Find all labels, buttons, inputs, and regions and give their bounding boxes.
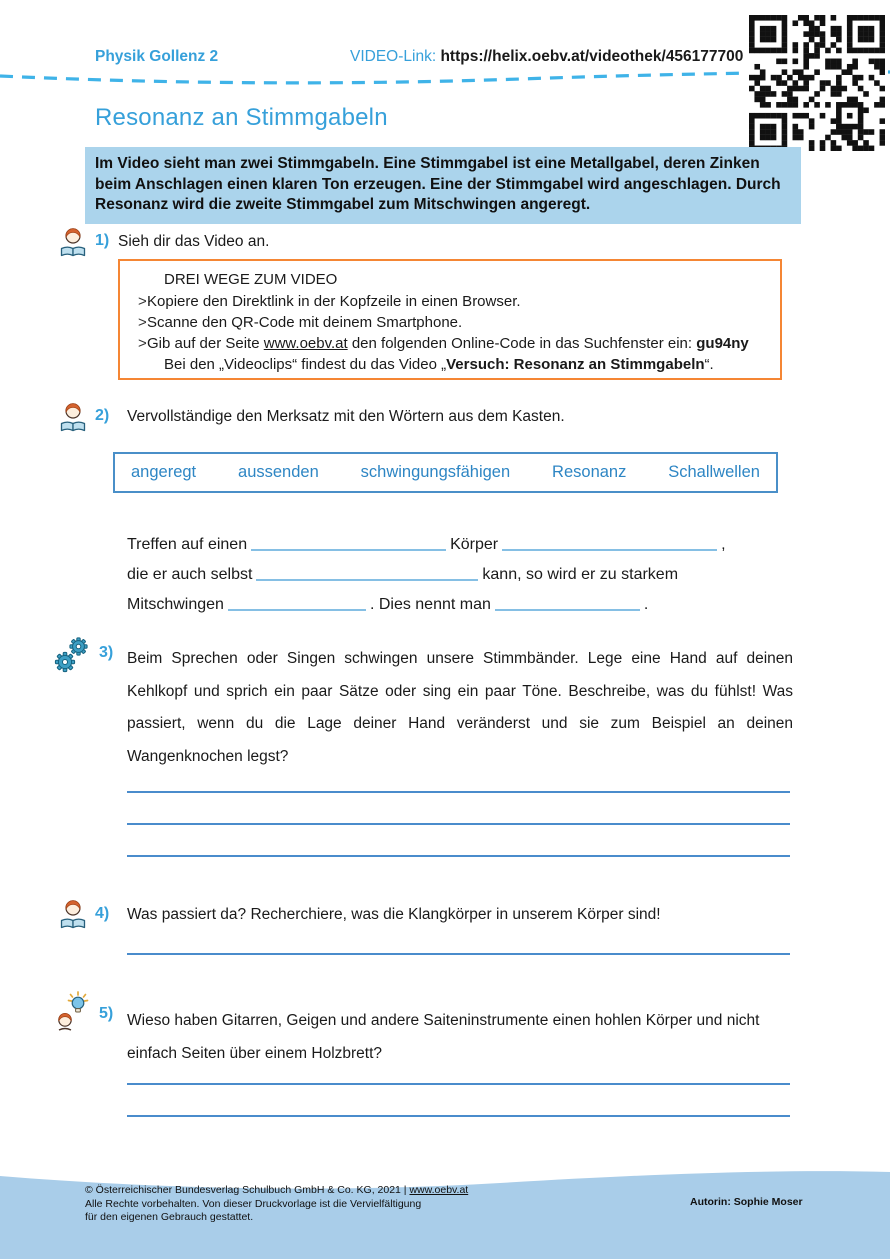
video-box-item-text: Scanne den QR-Code mit deinem Smartphone. — [147, 314, 463, 331]
fill-in-sentence — [127, 530, 807, 620]
task-1-number: 1) — [95, 232, 110, 249]
rights-line: Alle Rechte vorbehalten. Von dieser Druckvorlage ist die Vervielfältigung — [85, 1197, 422, 1210]
answer-line — [127, 791, 790, 793]
answer-line — [127, 823, 790, 825]
fill-line: Mitschwingen . Dies nennt man . — [127, 596, 649, 613]
video-box-item-text: Gib auf der Seite www.oebv.at den folgenden Online-Code in das Suchfenster ein: gu94ny — [147, 335, 749, 352]
blank-field — [502, 534, 717, 551]
task-2-number: 2) — [95, 407, 110, 424]
reader-icon — [58, 226, 88, 264]
intro-box: Im Video sieht man zwei Stimmgabeln. Eine Stimmgabel ist eine Metallgabel, deren Zinken beim Anschlagen einen klaren Ton erzeugen. Eine der Stimmgabel wird angeschlagen. Durch Resonanz wird die zweite Stimmgabel zum Mitschwingen angeregt. — [85, 147, 801, 224]
answer-line — [127, 953, 790, 955]
qr-code — [746, 12, 888, 154]
copyright-line: © Österreichischer Bundesverlag Schulbuch GmbH & Co. KG, 2021 | www.oebv.at — [85, 1184, 469, 1196]
video-link-label: VIDEO-Link: — [350, 48, 437, 65]
answer-line — [127, 855, 790, 857]
chevron-bullet-icon: > — [138, 314, 147, 331]
copyright-block — [85, 1184, 468, 1225]
word-item: schwingungsfähigen — [360, 463, 511, 481]
task-4-text: Was passiert da? Recherchiere, was die Klangkörper in unserem Körper sind! — [127, 906, 661, 923]
word-item: Schallwellen — [668, 463, 760, 481]
footer-oebv-link[interactable]: www.oebv.at — [409, 1184, 469, 1196]
blank-field — [256, 564, 478, 581]
video-box-item — [120, 312, 770, 333]
usage-line: für den eigenen Gebrauch gestattet. — [85, 1211, 254, 1223]
author-credit: Autorin: Sophie Moser — [690, 1196, 803, 1208]
page-title: Resonanz an Stimmgabeln — [95, 104, 388, 131]
fill-line: die er auch selbst kann, so wird er zu starkem — [127, 566, 679, 583]
answer-line — [127, 1115, 790, 1117]
task-5-text: Wieso haben Gitarren, Geigen und andere Saiteninstrumente einen hohlen Körper und nicht einfach Seiten über einem Holzbrett? — [127, 1012, 760, 1062]
answer-line — [127, 1083, 790, 1085]
gears-icon — [53, 636, 91, 679]
blank-field — [251, 534, 446, 551]
video-box-item — [120, 333, 770, 354]
video-instructions-box — [118, 259, 782, 380]
video-box-heading: DREI WEGE ZUM VIDEO — [164, 271, 338, 288]
idea-icon — [55, 991, 91, 1038]
task-4-number: 4) — [95, 905, 110, 922]
fill-line: Treffen auf einen Körper , — [127, 536, 726, 553]
word-item: Resonanz — [552, 463, 627, 481]
footer — [0, 1162, 890, 1259]
video-box-item-text: Bei den „Videoclips“ findest du das Video „Versuch: Resonanz an Stimmgabeln“. — [164, 356, 714, 373]
blank-field — [228, 594, 366, 611]
blank-field — [495, 594, 640, 611]
task-3-number: 3) — [99, 644, 114, 661]
task-1-text: Sieh dir das Video an. — [118, 233, 270, 250]
task-2-text: Vervollständige den Merksatz mit den Wörtern aus dem Kasten. — [127, 408, 565, 425]
chevron-bullet-icon: > — [138, 293, 147, 310]
oebv-link[interactable]: www.oebv.at — [263, 335, 348, 352]
word-item: angeregt — [131, 463, 197, 481]
word-box — [113, 452, 778, 493]
video-link-url[interactable]: https://helix.oebv.at/videothek/456177700 — [440, 48, 744, 65]
reader-icon — [58, 401, 88, 439]
reader-icon — [58, 898, 88, 936]
video-box-item-text: Kopiere den Direktlink in der Kopfzeile in einen Browser. — [147, 293, 521, 310]
chevron-bullet-icon: > — [138, 335, 147, 352]
online-code: gu94ny — [696, 335, 749, 352]
video-box-item — [120, 291, 770, 312]
word-item: aussenden — [238, 463, 319, 481]
book-title: Physik Gollenz 2 — [95, 48, 219, 65]
task-5-number: 5) — [99, 1005, 114, 1022]
task-3-text: Beim Sprechen oder Singen schwingen unsere Stimmbänder. Lege eine Hand auf deinen Kehlkopf und sprich ein paar Sätze oder sing ein paar Töne. Beschreibe, was du fühlst! Was passiert, wenn du die Lage deiner Hand veränderst und sie zum Beispiel an deinen Wangenknochen legst? — [127, 650, 793, 765]
